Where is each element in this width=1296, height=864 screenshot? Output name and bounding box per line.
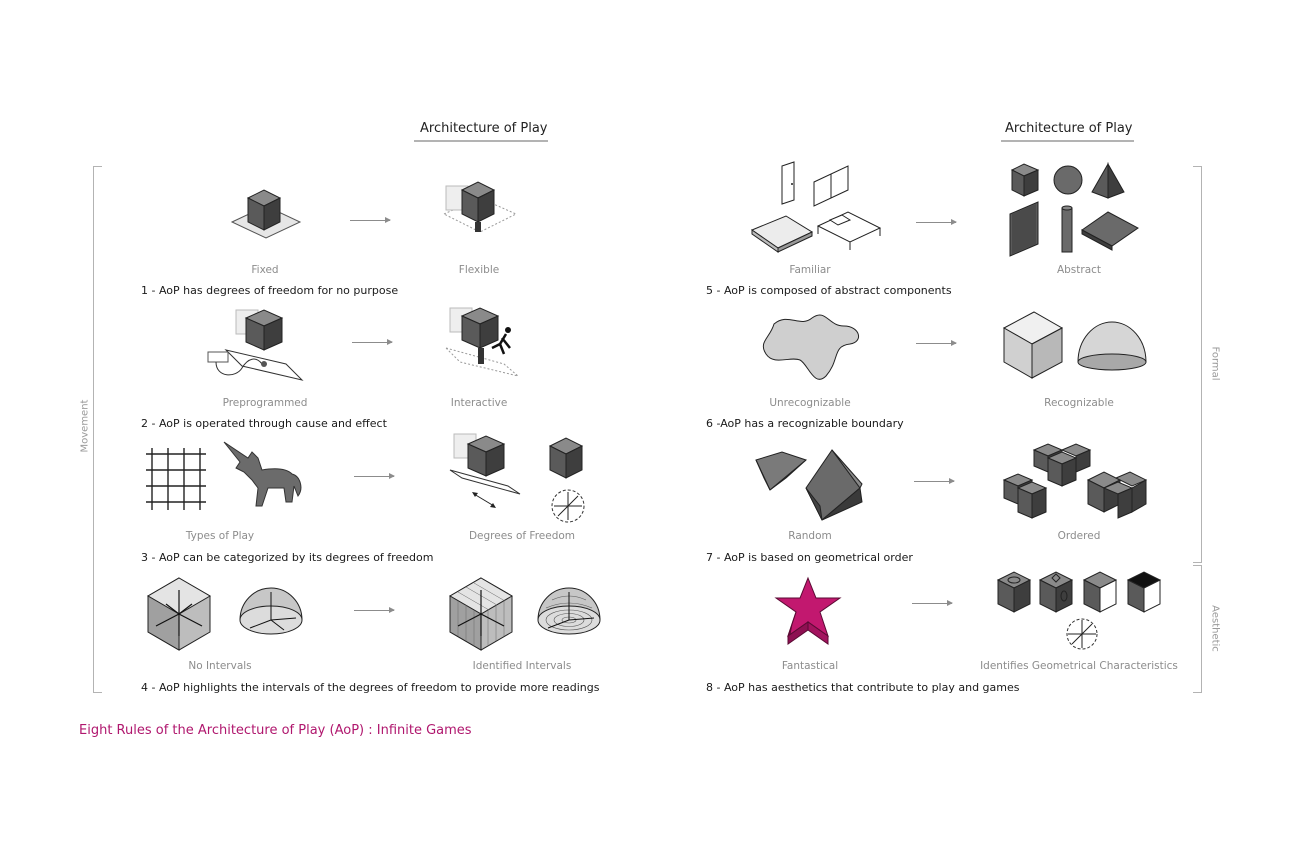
- rule-2: 2 - AoP is operated through cause and effect: [141, 417, 387, 430]
- heading-right: Architecture of Play: [1005, 121, 1133, 136]
- label-abstract: Abstract: [1056, 264, 1102, 276]
- formal-label: Formal: [1209, 346, 1221, 381]
- rule-4: 4 - AoP highlights the intervals of the degrees of freedom to provide more readings: [141, 681, 600, 694]
- label-degrees-of-freedom: Degrees of Freedom: [468, 530, 576, 542]
- label-unrecognizable: Unrecognizable: [769, 397, 851, 409]
- heading-left-underline: [414, 140, 548, 142]
- arrow-5: [916, 222, 956, 223]
- figure-caption: Eight Rules of the Architecture of Play (AoP) : Infinite Games: [79, 723, 472, 738]
- label-flexible: Flexible: [458, 264, 500, 276]
- hexagon-intervals-icon: [448, 576, 514, 652]
- unicorn-icon: [222, 440, 306, 510]
- random-polyhedra-icon: [754, 446, 866, 522]
- aesthetic-bracket: [1193, 565, 1202, 693]
- arrow-7: [914, 481, 954, 482]
- label-ordered: Ordered: [1057, 530, 1101, 542]
- label-interactive: Interactive: [450, 397, 508, 409]
- label-no-intervals: No Intervals: [188, 660, 252, 672]
- label-identified-intervals: Identified Intervals: [472, 660, 572, 672]
- formal-bracket: [1193, 166, 1202, 563]
- arrow-4-left: [354, 610, 394, 611]
- movement-label: Movement: [79, 399, 91, 453]
- dome-no-intervals-icon: [238, 586, 304, 638]
- arrow-1-left: [350, 220, 390, 221]
- rule-3: 3 - AoP can be categorized by its degrees of freedom: [141, 551, 434, 564]
- label-preprogrammed: Preprogrammed: [222, 397, 308, 409]
- label-fantastical: Fantastical: [781, 660, 839, 672]
- label-random: Random: [788, 530, 832, 542]
- arrow-2-left: [352, 342, 392, 343]
- flexible-cube-icon: [440, 178, 520, 242]
- label-identifies-geometrical-characteristics: Identifies Geometrical Characteristics: [980, 660, 1178, 672]
- arrow-6: [916, 343, 956, 344]
- label-types-of-play: Types of Play: [185, 530, 255, 542]
- label-recognizable: Recognizable: [1044, 397, 1114, 409]
- unrecognizable-blob-icon: [760, 308, 866, 384]
- ordered-cubes-icon: [1002, 440, 1148, 522]
- grid-icon: [144, 448, 208, 512]
- movement-bracket: [93, 166, 102, 693]
- heading-right-underline: [1001, 140, 1134, 142]
- rule-8: 8 - AoP has aesthetics that contribute to play and games: [706, 681, 1020, 694]
- degrees-cube-icon: [446, 430, 526, 510]
- familiar-furniture-icon: [750, 160, 882, 256]
- fixed-cube-icon: [228, 186, 304, 242]
- label-familiar: Familiar: [789, 264, 831, 276]
- rule-6: 6 -AoP has a recognizable boundary: [706, 417, 904, 430]
- rule-5: 5 - AoP is composed of abstract components: [706, 284, 952, 297]
- dome-intervals-icon: [536, 586, 602, 638]
- hexagon-no-intervals-icon: [146, 576, 212, 652]
- arrow-8: [912, 603, 952, 604]
- recognizable-shapes-icon: [1002, 310, 1148, 384]
- geometric-characteristics-icon: [996, 570, 1166, 654]
- arrow-3-left: [354, 476, 394, 477]
- abstract-shapes-icon: [1008, 160, 1140, 256]
- aesthetic-label: Aesthetic: [1209, 605, 1221, 652]
- fantastical-star-icon: [774, 576, 844, 646]
- rule-7: 7 - AoP is based on geometrical order: [706, 551, 913, 564]
- rule-1: 1 - AoP has degrees of freedom for no purpose: [141, 284, 399, 297]
- small-cube-freedom-icon: [544, 436, 590, 528]
- label-fixed: Fixed: [251, 264, 279, 276]
- heading-left: Architecture of Play: [420, 121, 548, 136]
- interactive-cube-icon: [444, 304, 524, 380]
- preprogrammed-cube-icon: [206, 306, 310, 382]
